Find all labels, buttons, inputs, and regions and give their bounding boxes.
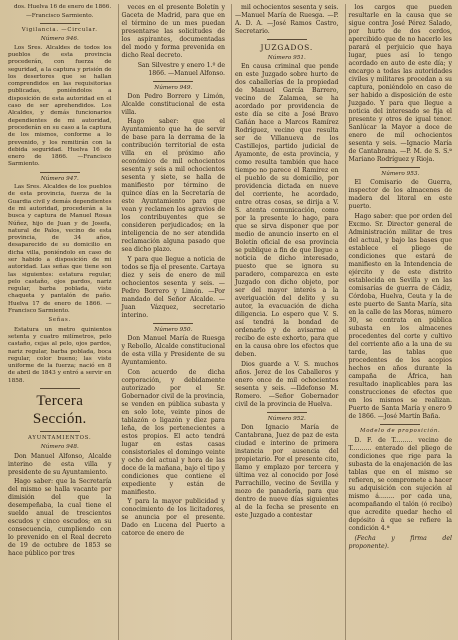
column-3-top-text: mil ochocientos sesenta y seis. —Manuel María de Ruesga. —P. A. D. A. —José Ramos Castro, Secretario. [235,4,339,35]
notice-947-text: Las Sres. Alcaldes de los pueblos de esta provincia, fuerza de la Guardia civil y demás dependientes de mi autoridad, procederán a la busca y captura de Manuel Rosas Núñez, hijo de Juan y de Josefa, natural de Palos, vecino de esta provincia, de 34 años, desaparecido de su domicilio en dicha villa, poniéndolo en caso de ser habido a disposición de mi autoridad. Las señas que tiene son las siguientes: estatura regular, pelo castaño, ojos pardos, nariz regular, barba poblada, viste chaqueta y pantalón de paño. Huelva 17 de enero de 1866. —Francisco Sarmiento. [8,184,112,315]
modelo-footer: (Fecha y firma del proponente). [348,534,452,550]
divider [40,431,80,432]
notice-950-text: Con acuerdo de dicha corporación, y debidamente autorizado por el Sr. Gobernador civil de la provincia, se venden en pública subasta y en solo lote, veinte pinos de tablazón o ligazón y diez para leña, de los pertenecientes a estos propios. El acto tendrá lugar en estas casas consistoriales el domingo veinte y ocho del actual y hora de las doce de la mañana, bajo el tipo y condiciones que contiene el expediente y están de manifiesto. [121,368,225,496]
notice-number: Número 948. [40,444,79,451]
ayuntamientos-heading: AYUNTAMIENTOS. [28,435,92,442]
column-2 [118,4,226,640]
notice-950-intro: Don Manuel María de Ruesga y Rebollo, Alcalde constitucional de esta villa y Presidente de su Ayuntamiento. [121,335,225,367]
notice-number: Número 947. [40,175,79,182]
notice-number: Número 950. [154,326,193,333]
divider [380,167,420,168]
notice-949-intro: Don Pedro Borrero y Limón, Alcalde constitucional de esta villa. [121,92,225,116]
notice-951-closing: Dios guarde a V. S. muchos años. Jerez de los Caballeros y enero once de mil ochocientos sesenta y seis. —Ildefonso M. Romero. —Señor Gobernador civil de la provincia de Huelva. [235,360,339,408]
vigilancia-heading: Vigilancia. —Circular. [21,27,98,34]
notice-953-text: Hago saber: que por orden del Excmo. Sr. Director general de Administración militar de tres del actual, y bajo las bases que establece el pliego de condiciones que estará de manifiesto en la Intendencia de ejército y de este distrito establecida en Sevilla y en las comisarías de guerra de Cádiz, Córdoba, Huelva, Ceuta y la de este puerto de Santa María, sita en la calle de las Moras, número 30, se contrata en pública subasta en los almacenes procedentes del corte y cultivo del corriente año a la una de su tarde, las tablas que procedentes de los acopios hechos en años durante la campaña de África, han resultado inaplicables para las construcciones de efectos que en los mismos se realizan. Puerto de Santa María y enero 9 de 1866. —José Martín Baña. [348,212,452,420]
divider [40,388,80,389]
column-2-top-text: veces en el presente Boletín y Gaceta de Madrid, para que en el término de un mes puedan presentarse las solicitudes de los aspirantes, documentadas del modo y forma prevenida en dicho Real decreto. [121,4,225,59]
divider [267,412,307,413]
notice-953-intro: El Comisario de Guerra, inspector de los almacenes de madera del litoral en este puerto. [348,179,452,211]
notice-number: Número 951. [267,55,306,61]
page-columns [8,4,452,640]
section-title: Tercera Sección. [32,393,87,428]
column-1 [8,4,112,640]
senas-heading: Señas. [48,317,72,324]
column-3 [231,4,339,640]
notice-948-text: Hago saber: que la Secretaría del mismo se halla vacante por dimisión del que la desempeñaba, la cual tiene el sueldo anual de trescientos escudos y cinco escudos; en su consecuencia, cumpliendo con lo prevenido en el Real decreto de 19 de octubre de 1853 se hace público por tres [8,478,112,558]
notice-948-intro: Don Manuel Alfonso, Alcalde interino de esta villa y presidente de su Ayuntamiento. [8,452,112,476]
divider [153,323,193,324]
notice-949-text: Hago saber: que el Ayuntamiento que ha de servir de base para la derrama de la contribución territorial de esta villa en el próximo año económico de mil ochocientos sesenta y seis a mil ochocientos sesenta y siete, se halla de manifiesto por término de quince días en la Secretaría de este Ayuntamiento para que vean y reclamen los agravios de los contribuyentes que se consideren perjudicados; en la inteligencia de no ser atendida reclamación alguna pasado que sea dicho plazo. [121,118,225,254]
notice-number: Número 949. [154,84,193,91]
modelo-heading: Modelo de proposición. [359,427,441,434]
column-4 [345,4,453,640]
divider [40,23,80,24]
notice-952-text: Don Ignacio María de Cantabrana, Juez de paz de esta ciudad e interino de primera instancia por ausencia del propietario. Por el presente cito, llamo y emplazo por tercera y última vez al conocido por José Parrachillo, vecino de Sevilla y mozo de panadería, para que dentro de nueve días siguientes al de la fecha se presente en este Juzgado a contestar [235,424,339,520]
notice-951-text: En causa criminal que pende en este Juzgado sobre hurto de dos caballerías de la propiedad de Manuel García Barrero, vecino de Zalamea, se ha acordado por providencia de este día se cite a José Bravo Gañán hace a Marcos Ramírez Rodríguez, vecino que resulta ser de Villanueva de los Castillejos, partido judicial de Ayamonte, de esta provincia, y como resulta también que hace tiempo no parece el Ramírez en el pueblo de su domicilio, por providencia dictada en nueve del corriente, he acordado, entre otras cosas, se dirija a V. S. atenta comunicación, como por la presente lo hago, para que se sirva disponer que por medio de anuncio inserto en el Boletín oficial de esa provincia se publique a fin de que llegue a noticia de dicho interesado, puesto que se ignora su paradero, comparezca en este Juzgado con dicho objeto, por ser del mayor interés a la averiguación del delito y su autor, la evacuación de dicha diligencia. Lo espero que V. S. así tendrá la bondad de ordenarlo y de avisarme el recibo de este exhorto, para que en la causa obre los efectos que deben. [235,63,339,359]
header-signature: —Francisco Sarmiento. [26,12,94,19]
notice-949-closing: Y para que llegue a noticia de todos se fija el presente. Cartaya diez y seis de enero de mil ochocientos sesenta y seis. —Pedro Borrero y Limón. —Por mandado del Señor Alcalde. —Juan Vázquez, secretario interino. [121,255,225,319]
header-date: dos. Huelva 16 de enero de 1866. [14,4,112,10]
notice-number: Número 952. [267,415,306,422]
notice-950-closing: Y para la mayor publicidad y conocimiento de los licitadores, se anuncia por el presente. Dado en Lucena del Puerto a catorce de enero de [121,498,225,538]
notice-946-text: Los Sres. Alcaldes de todos los pueblos de esta provincia procederán, con fuerza de seguridad, a la captura y prisión de los desertores que se hallan comprendidos en las requisitorias publicadas, poniéndolos a disposición de esta autoridad en el caso de ser aprehendidos. Los Alcaldes, y demás funcionarios dependientes de mi autoridad, procederán en su caso a la captura de los mismos, conforme a lo prevenido, y los remitirán con la debida seguridad. Huelva 16 de enero de 1866. —Francisco Sarmiento. [8,44,112,168]
senas-text: Estatura un metro quinientos setenta y cuatro milímetros, pelo castaño, cejas al pelo, ojos pardos, nariz regular, barba poblada, boca regular, color bueno; las viste uniforme de la fuerza; nació en 8 de abril de 1843 y entró a servir en 1858. [8,326,112,384]
divider [380,424,420,425]
divider [40,172,80,173]
divider [153,81,193,82]
notice-number: Número 946. [40,36,79,43]
divider [267,39,307,40]
modelo-text: D. F. de T......... vecino de T.......... enterado del pliego de condiciones que rige para la subasta de la enajenación de las tablas que en el mismo se refieren, se compromete a hacer su adquisición con sujeción al mismo á........ por cada una, acompañando el talón (ó recibo) que acredite quedar hecho el depósito á que se refiere la condición 4.ª [348,437,452,533]
column-4-top-text: los cargos que pueden resultarle en la causa que se sigue contra José Pérez Salado, por hurto de dos cerdos, apercibido que de no hacerlo les parará el perjuicio que haya lugar, pues así lo tengo acordado en auto de este día; y encargo a todas las autoridades civiles y militares procedan a su captura, poniéndolo en caso de ser habido a disposición de este Juzgado. Y para que llegue a noticia del interesado se fija el presente y otros de igual tenor. Sanlúcar la Mayor a doce de enero de mil ochocientos sesenta y seis. —Ignacio María de Cantabrana. —P. M. de S. S.ª Mariano Rodríguez y Rioja. [348,4,452,163]
column-2-top-signature: San Silvestre y enero 1.º de 1866. —Manuel Alfonso. [137,61,225,77]
notice-number: Número 953. [381,171,420,177]
juzgados-heading: JUZGADOS. [260,43,314,52]
